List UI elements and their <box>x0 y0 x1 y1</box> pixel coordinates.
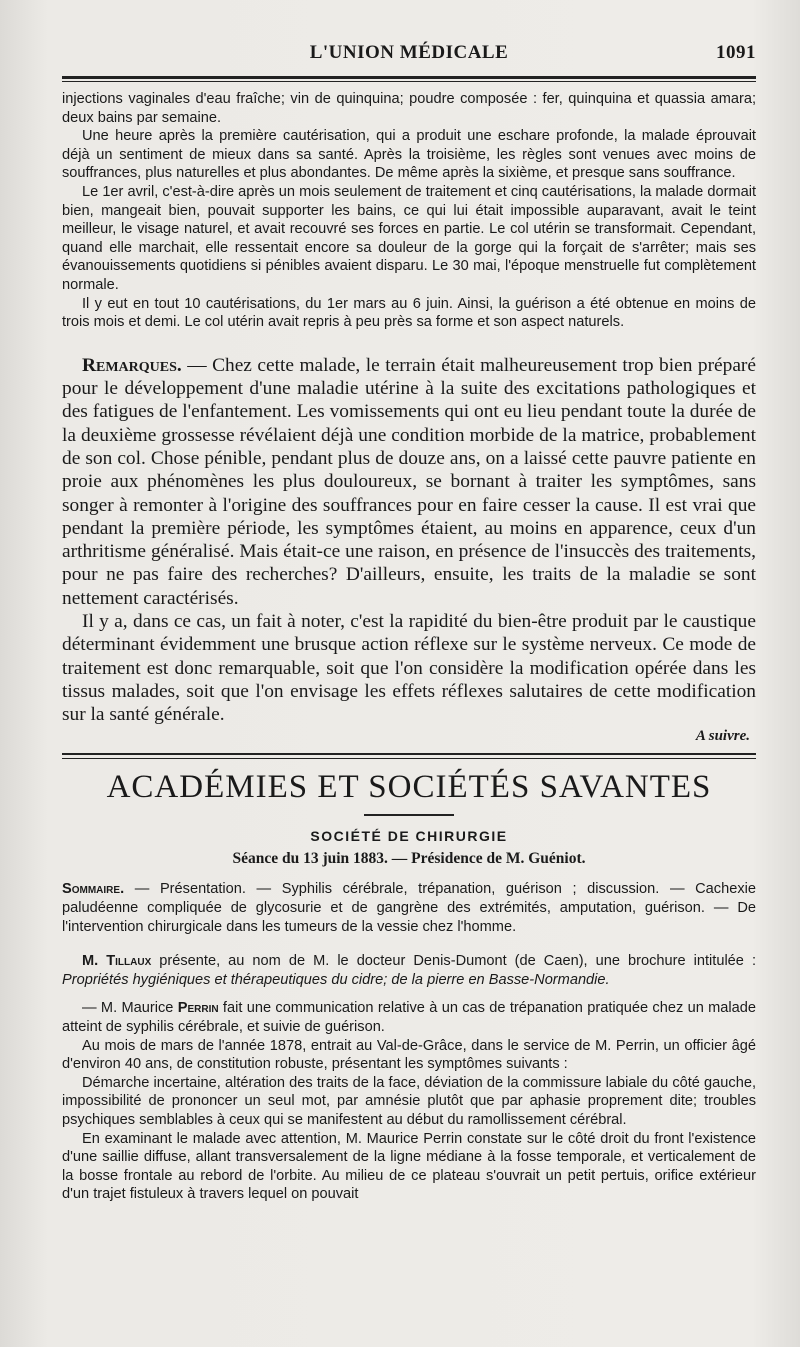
header-rule <box>62 76 756 79</box>
brochure-title: Propriétés hygiéniques et thérapeutiques du cidre; de la pierre en Basse-Normandie. <box>62 971 610 988</box>
journal-title: L'UNION MÉDICALE <box>309 42 509 63</box>
society-name: SOCIÉTÉ DE CHIRURGIE <box>310 828 508 845</box>
paragraph: Démarche incertaine, altération des traits de la face, déviation de la commissure labiale du côté gauche, impossibilité de prononcer un seul mot, par amnésie plutôt que par aphasie proprement dite; troubles psychiques semblables à ceux qui se manifestent au début du ramollissement cérébral. <box>62 1074 756 1128</box>
running-header <box>62 38 756 68</box>
section-divider <box>62 753 756 759</box>
tillaux-text: présente, au nom de M. le docteur Denis-Dumont (de Caen), une brochure intitulée : <box>151 953 756 970</box>
tillaux-paragraph <box>62 952 756 989</box>
paragraph: injections vaginales d'eau fraîche; vin de quinquina; poudre composée : fer, quinquina et quassia amara; deux bains par semaine. <box>62 91 756 126</box>
paragraph: Il y eut en tout 10 cautérisations, du 1er mars au 6 juin. Ainsi, la guérison a été obtenue en moins de trois mois et demi. Le col utérin avait repris à peu près sa forme et son aspect naturels. <box>62 295 756 331</box>
paragraph: Une heure après la première cautérisation, qui a produit une eschare profonde, la malade éprouvait déjà un sentiment de mieux dans sa santé. Après la troisième, les règles sont venues avec moins de souffrances, plus naturelles et plus abondantes. De même après la sixième, et presque sans souffrance. <box>62 128 756 182</box>
page-number: 1091 <box>716 42 756 63</box>
paragraph: En examinant le malade avec attention, M. Maurice Perrin constate sur le côté droit du front l'existence d'une saillie diffuse, allant transversalement de la ligne médiane à la fosse temporale, et verticalement de la bosse frontale au rebord de l'orbite. Au milieu de ce plateau s'ouvrait un petit pertuis, orifice extérieur d'un trajet fistuleux à travers lequel on pouvait <box>62 1130 756 1203</box>
to-be-continued: A suivre. <box>695 728 750 745</box>
paragraph: Au mois de mars de l'année 1878, entrait au Val-de-Grâce, dans le service de M. Perrin, un officier âgé d'environ 40 ans, de constitution robuste, présentant les symptômes suivants : <box>62 1037 756 1073</box>
sommaire-paragraph <box>62 880 756 936</box>
perrin-name: Perrin <box>177 1000 219 1017</box>
sommaire-label: Sommaire. <box>62 881 125 898</box>
perrin-prefix: — M. Maurice <box>82 1000 178 1017</box>
remarques-text: — Chez cette malade, le terrain était malheureusement trop bien préparé pour le développement d'une maladie utérine à la suite des excitations pathologiques et des fatigues de l'enfantement. Les vomissements qui ont eu lieu pendant toute la durée de la deuxième grossesse révélaient déjà une condition morbide de la matrice, probablement de son col. Chose pénible, pendant plus de douze ans, on a laissé cette pauvre patiente en proie aux phénomènes les plus douloureux, se bornant à traiter les symptômes, sans songer à remonter à l'origine des souffrances pour en faire cesser la cause. Il est vrai que pendant la première période, les symptômes étaient, au moins en apparence, ceux d'un arthritisme généralisé. Mais était-ce une raison, en présence de l'insuccès des traitements, pour ne pas faire des recherches? D'ailleurs, ensuite, les traits de la maladie se sont nettement caractérisés. <box>62 354 756 609</box>
tillaux-name: M. Tillaux <box>82 953 152 970</box>
sommaire <box>62 880 756 936</box>
seance-line: Séance du 13 juin 1883. — Présidence de M. Guéniot. <box>232 850 586 868</box>
title-rule <box>364 814 454 816</box>
sommaire-text: — Présentation. — Syphilis cérébrale, trépanation, guérison ; discussion. — Cachexie paludéenne compliquée de glycosurie et de gangrène des extrémités, amputation, guérison. — De l'intervention chirurgicale dans les tumeurs de la vessie chez l'homme. <box>62 881 756 935</box>
remarques-label: Remarques. <box>82 354 182 376</box>
case-continuation <box>62 90 756 332</box>
section-title: ACADÉMIES ET SOCIÉTÉS SAVANTES <box>106 769 712 806</box>
remarques-section <box>62 354 756 727</box>
remarques-paragraph <box>62 354 756 610</box>
remarques-paragraph-2: Il y a, dans ce cas, un fait à noter, c'est la rapidité du bien-être produit par le caustique déterminant évidemment une brusque action réflexe sur le système nerveux. Ce mode de traitement est donc remarquable, soit que l'on considère la modification opérée dans les tissus malades, soit que l'on envisage les effets réflexes salutaires de cette modification sur la santé générale. <box>62 610 756 726</box>
perrin-text: fait une communication relative à un cas de trépanation pratiquée chez un malade atteint de syphilis cérébrale, et suivie de guérison. <box>62 1000 757 1036</box>
paragraph: Le 1er avril, c'est-à-dire après un mois seulement de traitement et cinq cautérisations, la malade dormait bien, mangeait bien, pouvait supporter les bains, ce qui lui était impossible auparavant, avait le teint meilleur, le visage naturel, et avait recouvré ses forces en partie. Le col utérin se transformait. Cependant, quand elle marchait, elle ressentait encore sa douleur de la gorge qui la forçait de s'arrêter; mais ses évanouissements quotidiens si pénibles avaient disparu. Le 30 mai, l'époque menstruelle fut complètement normale. <box>62 183 756 293</box>
header-rule-thin <box>62 81 756 82</box>
proceedings <box>62 952 756 1204</box>
perrin-paragraph <box>62 999 756 1036</box>
